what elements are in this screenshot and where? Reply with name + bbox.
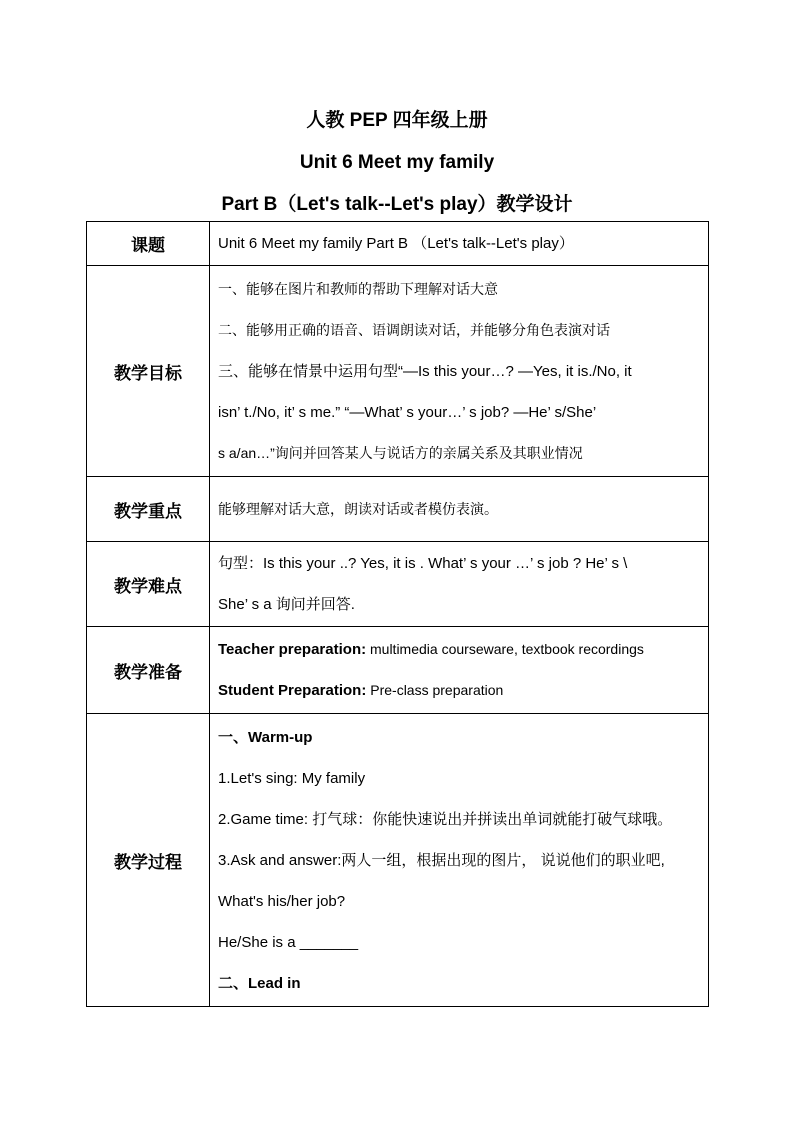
key-points-text: 能够理解对话大意，朗读对话或者模仿表演。 — [218, 500, 498, 517]
process-label: 教学过程 — [87, 714, 210, 1007]
process-section-warmup: 一、Warm-up — [218, 728, 313, 746]
lesson-plan-table — [86, 221, 709, 1007]
difficulty-line: 句型：Is this your ..? Yes, it is . What’ s your …’ s job ? He’ s \ — [218, 555, 628, 572]
process-line: 1.Let's sing: My family — [218, 769, 366, 787]
teacher-preparation — [218, 629, 708, 670]
row-topic — [87, 222, 709, 266]
preparation-label: 教学准备 — [87, 627, 210, 714]
row-process — [87, 714, 709, 1007]
title-part: Part B（Let's talk--Let's play）教学设计 — [221, 194, 573, 215]
difficulties-value — [210, 542, 709, 627]
student-preparation-label: Student Preparation: — [218, 682, 367, 699]
objective-line: 三、能够在情景中运用句型“—Is this your…? —Yes, it is./No, it — [218, 362, 632, 380]
row-objectives — [87, 266, 709, 477]
objective-line: s a/an…”询问并回答某人与说话方的亲属关系及其职业情况 — [218, 444, 583, 461]
difficulties-label: 教学难点 — [87, 542, 210, 627]
process-line: 3.Ask and answer:两人一组，根据出现的图片， 说说他们的职业吧, — [218, 851, 665, 869]
topic-label: 课题 — [87, 222, 210, 266]
title-grade: 人教 PEP 四年级上册 — [306, 110, 488, 131]
teacher-preparation-text: multimedia courseware, textbook recordings — [366, 641, 644, 657]
row-difficulties — [87, 542, 709, 627]
process-line: What's his/her job? — [218, 892, 346, 910]
preparation-value — [210, 627, 709, 714]
objective-line: isn’ t./No, it’ s me.” “—What’ s your…’ s job? —He’ s/She’ — [218, 403, 597, 421]
student-preparation-text: Pre-class preparation — [366, 682, 504, 698]
objectives-label: 教学目标 — [87, 266, 210, 477]
difficulty-line: She’ s a 询问并回答. — [218, 596, 355, 613]
topic-text: Unit 6 Meet my family Part B （Let's talk--Let's play） — [218, 235, 574, 252]
process-value — [210, 714, 709, 1007]
objective-line: 二、能够用正确的语音、语调朗读对话，并能够分角色表演对话 — [218, 321, 610, 338]
process-line: 2.Game time: 打气球：你能快速说出并拼读出单词就能打破气球哦。 — [218, 810, 673, 828]
objective-line: 一、能够在图片和教师的帮助下理解对话大意 — [218, 280, 498, 297]
document-title-block — [0, 100, 794, 226]
title-unit: Unit 6 Meet my family — [299, 152, 495, 173]
key-points-label: 教学重点 — [87, 477, 210, 542]
topic-value — [210, 222, 709, 266]
process-section-lead-in: 二、Lead in — [218, 974, 301, 992]
row-key-points — [87, 477, 709, 542]
teacher-preparation-label: Teacher preparation: — [218, 641, 367, 658]
objectives-value — [210, 266, 709, 477]
student-preparation — [218, 670, 708, 711]
process-line: He/She is a _______ — [218, 933, 359, 951]
key-points-value — [210, 477, 709, 542]
row-preparation — [87, 627, 709, 714]
